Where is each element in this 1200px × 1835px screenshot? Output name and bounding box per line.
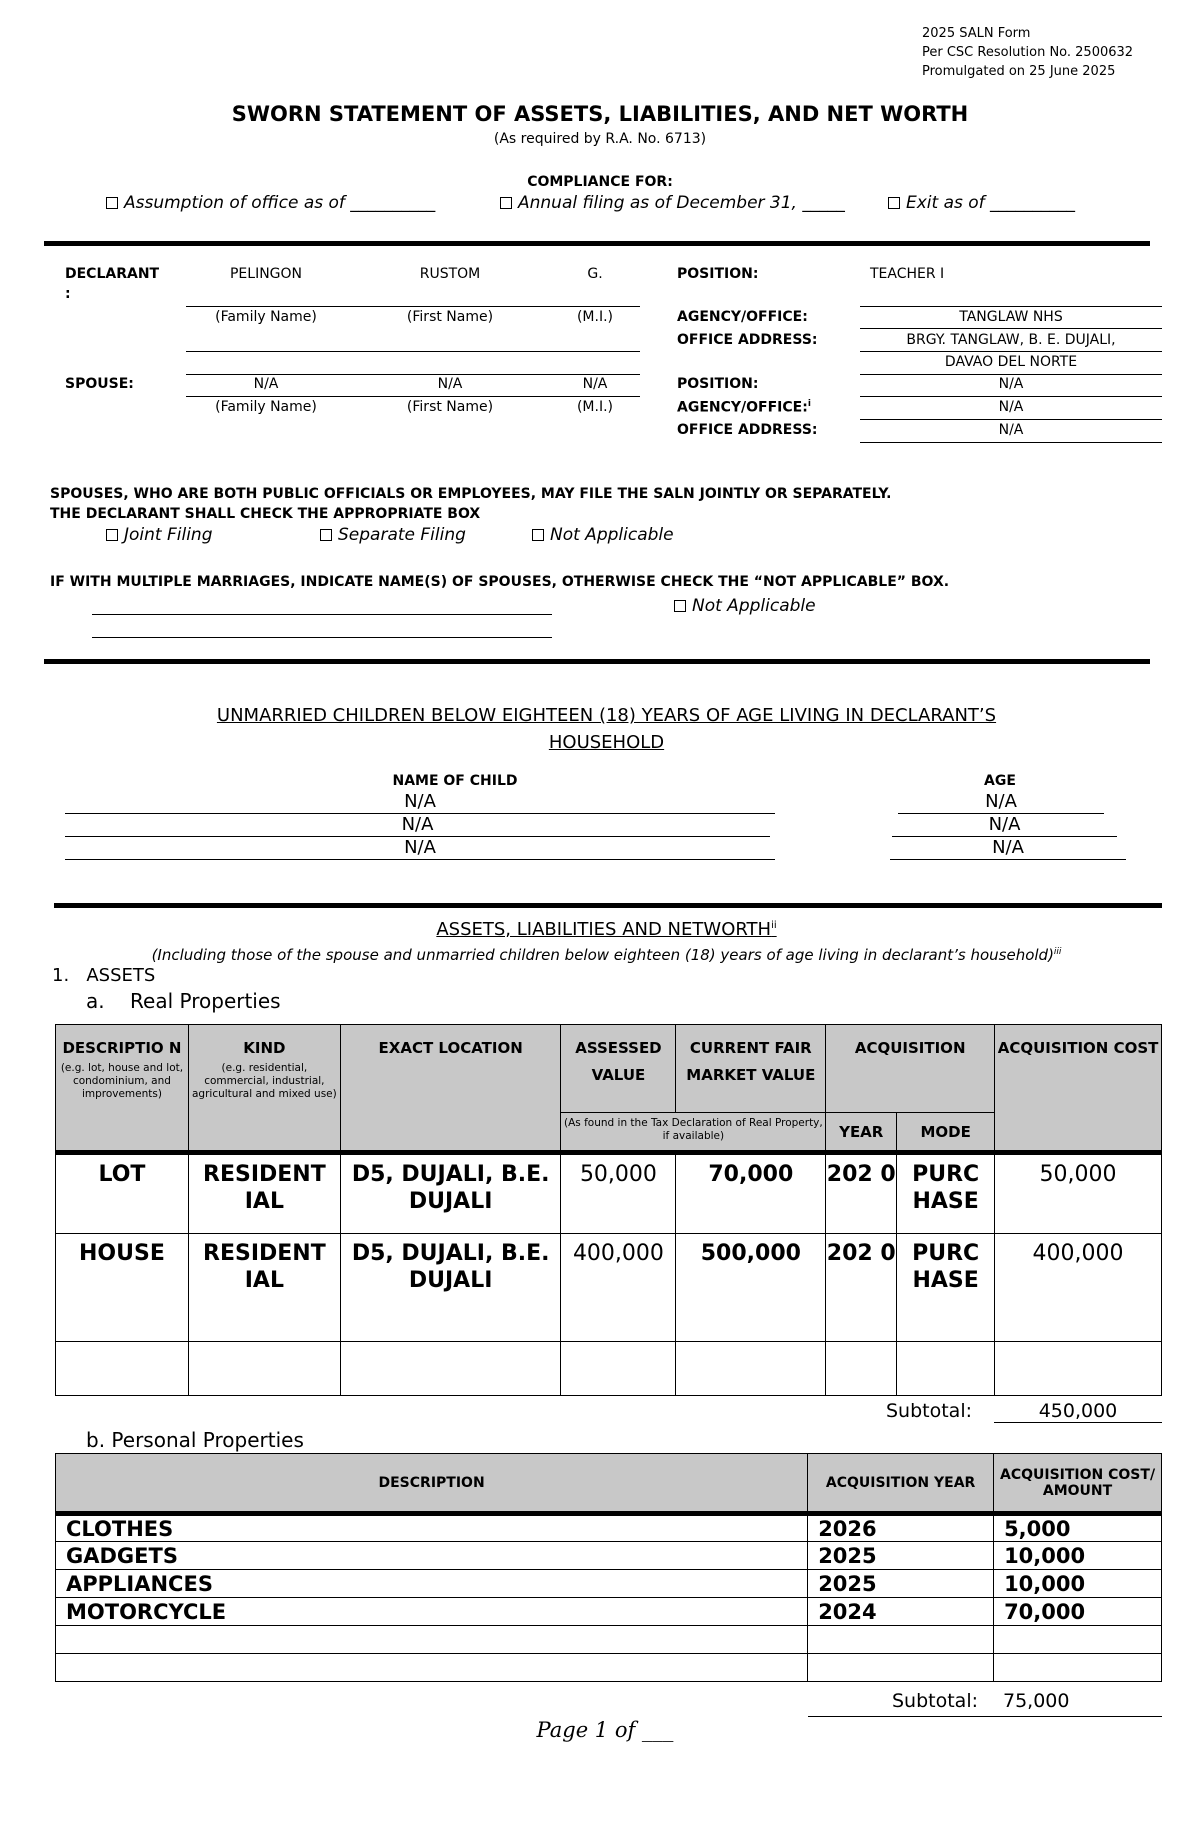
office-address-line2[interactable]: DAVAO DEL NORTE [944,354,1078,370]
resolution-number: Per CSC Resolution No. 2500632 [922,45,1134,60]
spouse-address-value[interactable]: N/A [998,422,1024,438]
spouse-address-label: OFFICE ADDRESS: [677,422,818,438]
empty-cell[interactable] [994,1654,1162,1682]
empty-cell[interactable] [188,1342,340,1396]
joint-na-option[interactable] [532,525,674,545]
property-description[interactable]: HOUSE [56,1234,189,1342]
personal-description[interactable]: GADGETS [56,1542,808,1570]
form-version: 2025 SALN Form [922,26,1031,41]
acquisition-cost[interactable]: 50,000 [995,1153,1162,1234]
col-personal-description: DESCRIPTION [56,1454,808,1514]
value-note [561,1113,826,1153]
real-properties-table [55,1024,1162,1396]
checkbox-icon[interactable] [532,529,544,541]
underline [186,374,640,375]
spouse-name-line[interactable] [92,614,552,615]
underline [186,351,640,352]
assets-heading-text: ASSETS, LIABILITIES AND NETWORTH [436,919,772,940]
col-kind [188,1025,340,1153]
property-location[interactable]: D5, DUJALI, B.E. DUJALI [340,1153,561,1234]
value-note-text: (As found in the Tax Declaration of Real Property, if available) [564,1117,823,1142]
personal-subtotal-value[interactable]: 75,000 [1003,1690,1070,1712]
col-personal-year: ACQUISITION YEAR [808,1454,994,1514]
annual-label: Annual filing as of December 31, _____ [518,193,845,213]
col-personal-cost: ACQUISITION COST/ AMOUNT [994,1454,1162,1514]
personal-cost[interactable]: 70,000 [994,1598,1162,1626]
table-row [56,1514,1162,1542]
table-row [56,1234,1162,1342]
acquisition-year[interactable]: 202 0 [826,1153,897,1234]
position-label: POSITION: [677,266,759,282]
personal-properties-label: b. Personal Properties [86,1428,304,1452]
endnote-marker: i [807,399,811,409]
underline [808,1716,1162,1717]
underline [186,306,640,307]
table-row [56,1542,1162,1570]
table-row [56,1570,1162,1598]
empty-cell[interactable] [56,1626,808,1654]
separate-filing-option[interactable] [320,525,466,545]
declarant-family-name[interactable]: PELINGON [229,266,303,282]
underline [860,351,1162,352]
real-subtotal-value[interactable]: 450,000 [994,1400,1162,1423]
child-age[interactable]: N/A [890,837,1126,860]
table-row [56,1153,1162,1234]
personal-properties-table [55,1453,1162,1682]
empty-cell[interactable] [897,1342,995,1396]
annual-option[interactable] [500,193,845,213]
underline [860,374,1162,375]
personal-description[interactable]: APPLIANCES [56,1570,808,1598]
section-divider [54,903,1162,908]
section-divider [44,241,1150,246]
underline [860,442,1162,443]
acquisition-mode[interactable]: PURC HASE [897,1234,995,1342]
underline [860,328,1162,329]
spouse-position-value[interactable]: N/A [998,376,1024,392]
children-heading: UNMARRIED CHILDREN BELOW EIGHTEEN (18) YEARS OF AGE LIVING IN DECLARANT’S [216,705,997,726]
acquisition-cost[interactable]: 400,000 [995,1234,1162,1342]
personal-year[interactable]: 2025 [808,1542,994,1570]
property-location[interactable]: D5, DUJALI, B.E. DUJALI [340,1234,561,1342]
personal-cost[interactable]: 10,000 [994,1570,1162,1598]
checkbox-icon[interactable] [106,529,118,541]
underline [186,396,640,397]
declarant-label: DECLARANT [65,266,160,282]
agency-label: AGENCY/OFFICE: [677,309,808,325]
col-fair-value: CURRENT FAIR MARKET VALUE [676,1025,826,1113]
spouse-mi[interactable]: N/A [582,376,608,392]
promulgation-date: Promulgated on 25 June 2025 [922,64,1116,79]
exit-option[interactable] [888,193,1075,213]
page-number: Page 1 of ___ [536,1718,674,1742]
acquisition-mode[interactable]: PURC HASE [897,1153,995,1234]
page-subtitle: (As required by R.A. No. 6713) [493,131,707,147]
underline [860,419,1162,420]
endnote-marker: ii [771,920,777,931]
spouse-position-label: POSITION: [677,376,759,392]
property-kind[interactable]: RESIDENT IAL [188,1234,340,1342]
personal-cost[interactable]: 10,000 [994,1542,1162,1570]
section-divider [44,659,1150,664]
multiple-marriages-note: IF WITH MULTIPLE MARRIAGES, INDICATE NAME(S) OF SPOUSES, OTHERWISE CHECK THE “NOT APPLICABLE” BOX. [50,574,950,590]
checkbox-icon[interactable] [888,197,900,209]
office-address-label: OFFICE ADDRESS: [677,332,818,348]
joint-filing-option[interactable] [106,525,213,545]
joint-na-label: Not Applicable [550,525,674,545]
spouse-label: SPOUSE: [65,376,134,392]
spouse-name-line[interactable] [92,637,552,638]
family-name-caption: (Family Name) [215,309,317,325]
joint-filing-label: Joint Filing [124,525,213,545]
family-name-caption: (Family Name) [215,399,317,415]
col-cost: ACQUISITION COST [995,1025,1162,1153]
empty-cell[interactable] [995,1342,1162,1396]
checkbox-icon[interactable] [500,197,512,209]
empty-cell[interactable] [994,1626,1162,1654]
personal-description[interactable]: MOTORCYCLE [56,1598,808,1626]
empty-cell[interactable] [808,1626,994,1654]
children-heading-cont: HOUSEHOLD [548,732,665,753]
child-age[interactable]: N/A [892,814,1117,837]
personal-subtotal-label: Subtotal: [892,1690,979,1712]
acquisition-year[interactable]: 202 0 [826,1234,897,1342]
assets-section-label: 1. ASSETS [52,965,156,986]
col-description [56,1025,189,1153]
child-name[interactable]: N/A [65,814,770,837]
child-age-header: AGE [984,773,1016,789]
compliance-label: COMPLIANCE FOR: [527,174,673,190]
office-address-line1[interactable]: BRGY. TANGLAW, B. E. DUJALI, [906,332,1116,348]
mi-caption: (M.I.) [576,399,614,415]
spouse-agency-label [677,399,811,416]
assets-note-text: (Including those of the spouse and unmarried children below eighteen (18) years of age living in declarant’s household) [151,946,1054,964]
assumption-option[interactable] [106,193,435,213]
marriages-na-option[interactable] [674,596,816,616]
empty-cell[interactable] [561,1342,676,1396]
spouse-agency-value[interactable]: N/A [998,399,1024,415]
checkbox-icon[interactable] [106,197,118,209]
declarant-first-name[interactable]: RUSTOM [419,266,481,282]
col-kind-note: (e.g. residential, commercial, industrial, agricultural and mixed use) [192,1062,337,1100]
property-description[interactable]: LOT [56,1153,189,1234]
col-year: YEAR [826,1113,897,1153]
mi-caption: (M.I.) [576,309,614,325]
fair-market-value[interactable]: 70,000 [676,1153,826,1234]
col-mode: MODE [897,1113,995,1153]
spouse-agency-label-text: AGENCY/OFFICE: [677,399,808,416]
property-kind[interactable]: RESIDENT IAL [188,1153,340,1234]
checkbox-icon[interactable] [320,529,332,541]
table-row-empty [56,1654,1162,1682]
empty-cell[interactable] [340,1342,561,1396]
real-subtotal-label: Subtotal: [886,1400,973,1422]
table-row [56,1598,1162,1626]
col-assessed: ASSESSED VALUE [561,1025,676,1113]
real-properties-label: a. Real Properties [86,989,281,1013]
col-description-label: DESCRIPTIO N [62,1039,182,1057]
declarant-mi[interactable]: G. [587,266,603,282]
personal-year[interactable]: 2025 [808,1570,994,1598]
separate-filing-label: Separate Filing [338,525,466,545]
form-version-note [922,24,1133,81]
assumption-label: Assumption of office as of __________ [124,193,436,213]
child-name[interactable]: N/A [65,791,775,814]
table-row-empty [56,1342,1162,1396]
personal-description[interactable]: CLOTHES [56,1514,808,1542]
assets-heading [0,919,1200,940]
empty-cell[interactable] [826,1342,897,1396]
child-name-header: NAME OF CHILD [392,773,518,789]
child-age[interactable]: N/A [898,791,1104,814]
joint-filing-instruction: THE DECLARANT SHALL CHECK THE APPROPRIATE BOX [50,506,481,522]
empty-cell[interactable] [56,1654,808,1682]
child-name[interactable]: N/A [65,837,775,860]
declarant-colon: : [65,286,71,302]
agency-value[interactable]: TANGLAW NHS [959,309,1063,325]
endnote-marker: iii [1053,947,1062,957]
empty-cell[interactable] [676,1342,826,1396]
checkbox-icon[interactable] [674,600,686,612]
empty-cell[interactable] [56,1342,189,1396]
empty-cell[interactable] [808,1654,994,1682]
first-name-caption: (First Name) [406,309,494,325]
table-row-empty [56,1626,1162,1654]
marriages-na-label: Not Applicable [692,596,816,616]
page-title: SWORN STATEMENT OF ASSETS, LIABILITIES, AND NET WORTH [231,102,969,126]
underline [860,306,1162,307]
col-acquisition: ACQUISITION [826,1025,995,1113]
fair-market-value[interactable]: 500,000 [676,1234,826,1342]
col-location: EXACT LOCATION [340,1025,561,1153]
assets-note [0,946,1200,964]
personal-cost[interactable]: 5,000 [994,1514,1162,1542]
exit-label: Exit as of __________ [906,193,1076,213]
joint-filing-note: SPOUSES, WHO ARE BOTH PUBLIC OFFICIALS OR EMPLOYEES, MAY FILE THE SALN JOINTLY OR SEPARATELY. [50,486,892,502]
assessed-value[interactable]: 50,000 [561,1153,676,1234]
spouse-family-name[interactable]: N/A [253,376,279,392]
col-description-note: (e.g. lot, house and lot, condominium, and improvements) [60,1062,184,1100]
personal-year[interactable]: 2026 [808,1514,994,1542]
personal-year[interactable]: 2024 [808,1598,994,1626]
underline [860,396,1162,397]
position-value[interactable]: TEACHER I [870,266,945,282]
first-name-caption: (First Name) [406,399,494,415]
assessed-value[interactable]: 400,000 [561,1234,676,1342]
spouse-first-name[interactable]: N/A [437,376,463,392]
col-kind-label: KIND [243,1039,286,1057]
